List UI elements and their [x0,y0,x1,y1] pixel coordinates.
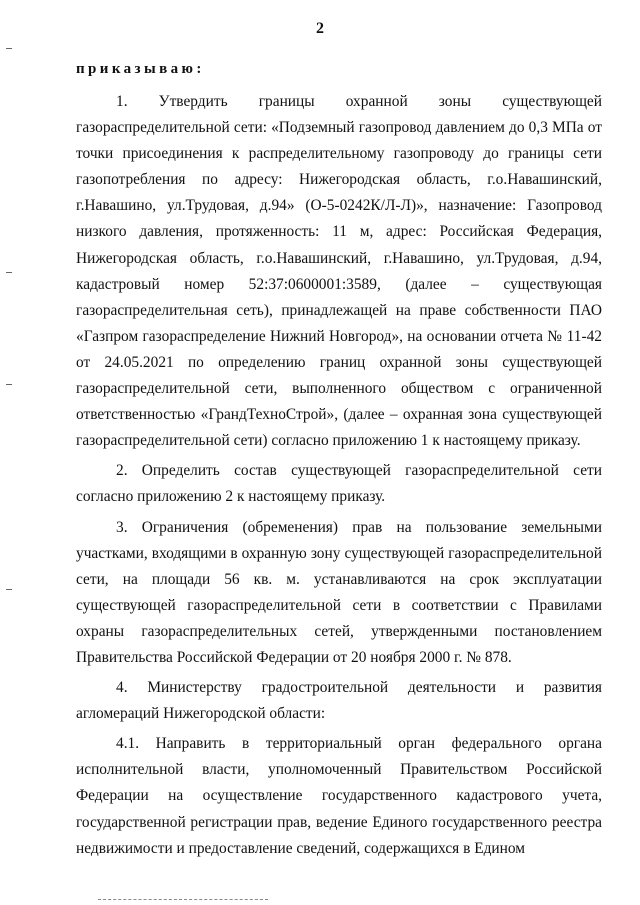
document-body [76,89,602,862]
page-number: 2 [316,20,324,37]
scan-margin-mark [6,384,12,385]
scan-margin-mark [6,589,12,590]
paragraph-4-ministry: 4. Министерству градостроительной деятельности и развития агломераций Нижегородской области: [76,679,602,723]
order-heading: приказываю: [76,61,205,77]
paragraph-4-1-send: 4.1. Направить в территориальный орган федерального органа исполнительной власти, уполномоченный Правительством Российской Федерации на осуществление государственного кадастрового учета, государственной регистрации прав, ведение Единого государственного реестра недвижимости и предоставление сведений, содержащихся в Едином [76,735,602,857]
scan-margin-mark [6,48,12,49]
paragraph-3-restrictions: 3. Ограничения (обременения) прав на пользование земельными участками, входящими в охранную зону существующей газораспределительной сети, на площади 56 кв. м. устанавливаются на срок эксплуатации существующей газораспределительной сети в соответствии с Правилами охраны газораспределительных сетей, утвержденными постановлением Правительства Российской Федерации от 20 ноября 2000 г. № 878. [76,518,602,666]
scan-margin-mark [6,272,12,273]
paragraph-2-define-composition: 2. Определить состав существующей газораспределительной сети согласно приложению 2 к настоящему приказу. [76,462,602,506]
footer-rule [98,899,268,900]
paragraph-1-approve-boundaries: 1. Утвердить границы охранной зоны существующей газораспределительной сети: «Подземный газопровод давлением до 0,3 МПа от точки присоединения к распределительному газопроводу до границы сети газопотребления по адресу: Нижегородская область, г.о.Навашинский, г.Навашино, ул.Трудовая, д.94» (О-5-0242К/Л-Л)», назначение: Газопровод низкого давления, протяженность: 11 м, адрес: Российская Федерация, Нижегородская область, г.о.Навашинский, г.Навашино, ул.Трудовая, д.94, кадастровый номер 52:37:0600001:3589, (далее – существующая газораспределительная сеть), принадлежащей на праве собственности ПАО «Газпром газораспределение Нижний Новгород», на основании отчета № 11-42 от 24.05.2021 по определению границ охранной зоны существующей газораспределительной сети, выполненного обществом с ограниченной ответственностью «ГрандТехноСтрой», (далее – охранная зона существующей газораспределительной сети) согласно приложению 1 к настоящему приказу. [76,93,602,450]
